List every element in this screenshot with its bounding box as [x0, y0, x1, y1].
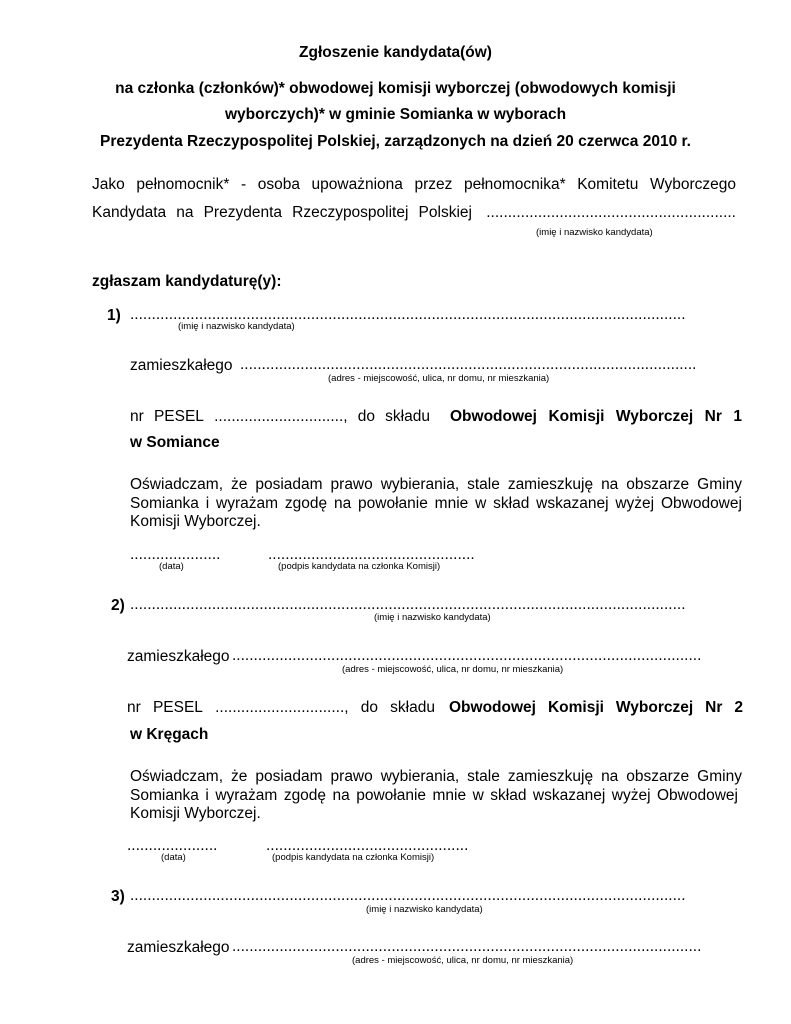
statement-line-2 [130, 495, 742, 513]
word: wyżej [615, 495, 655, 512]
candidate-number: 3) [111, 888, 125, 905]
word: Komitetu [577, 176, 639, 193]
word: Wyborczej [615, 408, 694, 425]
date-dots: ..................... [130, 546, 221, 563]
intro-line-1 [92, 176, 736, 194]
word: na [601, 476, 619, 493]
word: .............................., [214, 408, 348, 425]
word: - [240, 176, 247, 193]
word: Polskiej [418, 204, 472, 221]
intro-candidate-name-dots: .......................................................... [486, 204, 736, 221]
pesel-line [127, 699, 743, 717]
word: wyrażam [216, 495, 279, 512]
word: Oświadczam, [130, 476, 224, 493]
word: w [475, 495, 487, 512]
word: Nr [704, 408, 722, 425]
word: prawo [330, 768, 373, 785]
word: składu [385, 408, 430, 425]
candidate-number: 1) [107, 307, 121, 324]
word: 2 [734, 699, 743, 716]
candidate-number: 2) [111, 597, 125, 614]
word: pełnomocnika* [463, 176, 566, 193]
word: Wyborczego [649, 176, 736, 193]
statement-line-1 [130, 476, 742, 494]
document-title: Zgłoszenie kandydata(ów) [299, 44, 492, 61]
word: skład [490, 787, 527, 804]
word: wybierania, [380, 768, 460, 785]
address-label: zamieszkałego [127, 648, 230, 665]
date-caption: (data) [161, 852, 186, 863]
word: wybierania, [380, 476, 460, 493]
word: Gminy [697, 476, 742, 493]
pesel-text [130, 408, 430, 426]
statement-line-1 [130, 768, 742, 786]
candidate-name-dots: ................................................................................................................................. [130, 306, 686, 323]
word: nr [127, 699, 141, 716]
word: stale [467, 476, 500, 493]
statement-line-2 [130, 787, 738, 805]
word: Somianka [130, 495, 199, 512]
word: 1 [733, 408, 742, 425]
word: Jako [92, 176, 125, 193]
word: stale [467, 768, 500, 785]
signature-dots: ................................................ [268, 546, 475, 563]
signature-dots: ............................................... [266, 837, 469, 854]
word: .............................., [215, 699, 349, 716]
word: na [332, 787, 350, 804]
candidate-name-caption: (imię i nazwisko kandydata) [374, 612, 491, 623]
word: Obwodowej [660, 495, 742, 512]
word: na [176, 204, 194, 221]
word: składu [390, 699, 435, 716]
address-dots: ............................................................................................................. [232, 647, 702, 664]
word: wskazanej [536, 495, 609, 512]
intro-line-2 [92, 204, 736, 222]
word: Komisji [547, 699, 604, 716]
commission-name [450, 408, 742, 426]
word: Oświadczam, [130, 768, 224, 785]
word: Kandydata [92, 204, 167, 221]
word: że [231, 476, 248, 493]
statement-line-3: Komisji Wyborczej. [130, 513, 261, 530]
statement-line-3: Komisji Wyborczej. [130, 805, 261, 822]
zglaszam-heading: zgłaszam kandydaturę(y): [92, 273, 282, 290]
word: posiadam [255, 476, 323, 493]
word: pełnomocnik* [136, 176, 230, 193]
word: zgodę [284, 495, 328, 512]
signature-caption: (podpis kandydata na członka Komisji) [278, 561, 441, 572]
word: obszarze [626, 476, 690, 493]
word: mnie [434, 495, 469, 512]
word: Rzeczypospolitej [292, 204, 409, 221]
signature-caption: (podpis kandydata na członka Komisji) [272, 852, 435, 863]
address-caption: (adres - miejscowość, ulica, nr domu, nr mieszkania) [328, 373, 550, 384]
word: upoważniona [311, 176, 403, 193]
pesel-line [130, 408, 742, 426]
word: wyżej [611, 787, 651, 804]
word: Komisji [548, 408, 605, 425]
commission-location: w Somiance [130, 434, 220, 451]
word: Nr [705, 699, 723, 716]
word: Obwodowej [450, 408, 537, 425]
word: nr [130, 408, 144, 425]
word: na [601, 768, 619, 785]
word: skład [493, 495, 530, 512]
word: zgodę [283, 787, 327, 804]
address-label: zamieszkałego [127, 939, 230, 956]
word: osoba [257, 176, 300, 193]
word: mnie [432, 787, 467, 804]
date-dots: ..................... [127, 837, 218, 854]
word: Obwodowej [449, 699, 536, 716]
commission-location: w Kręgach [130, 726, 209, 743]
word: PESEL [152, 699, 203, 716]
address-dots: ............................................................................................................. [232, 938, 702, 955]
intro-candidate-caption: (imię i nazwisko kandydata) [536, 227, 653, 238]
word: i [205, 787, 209, 804]
address-caption: (adres - miejscowość, ulica, nr domu, nr mieszkania) [352, 955, 574, 966]
document-subtitle-line-2: wyborczych)* w gminie Somianka w wyborach [224, 106, 567, 123]
candidate-name-caption: (imię i nazwisko kandydata) [178, 321, 295, 332]
candidate-name-caption: (imię i nazwisko kandydata) [366, 904, 483, 915]
word: Obwodowej [657, 787, 738, 804]
document-subtitle-line-3: Prezydenta Rzeczypospolitej Polskiej, zarządzonych na dzień 20 czerwca 2010 r. [100, 133, 691, 150]
word: do [357, 408, 375, 425]
candidate-name-dots: ................................................................................................................................. [130, 887, 686, 904]
word: Gminy [697, 768, 742, 785]
word: Prezydenta [203, 204, 283, 221]
word: do [360, 699, 378, 716]
address-dots: .......................................................................................................... [240, 356, 697, 373]
word: prawo [330, 476, 373, 493]
candidate-name-dots: ................................................................................................................................. [130, 596, 686, 613]
word: powołanie [358, 495, 428, 512]
commission-name [449, 699, 743, 717]
pesel-text [127, 699, 435, 717]
word: wskazanej [532, 787, 606, 804]
word: w [472, 787, 484, 804]
address-caption: (adres - miejscowość, ulica, nr domu, nr mieszkania) [342, 664, 564, 675]
word: zamieszkuję [507, 476, 594, 493]
word: wyrażam [215, 787, 278, 804]
intro-line-2-text [92, 204, 472, 222]
date-caption: (data) [159, 561, 184, 572]
word: PESEL [153, 408, 204, 425]
word: Wyborczej [615, 699, 694, 716]
word: przez [414, 176, 453, 193]
word: zamieszkuję [507, 768, 594, 785]
word: posiadam [255, 768, 323, 785]
word: powołanie [356, 787, 427, 804]
word: na [333, 495, 352, 512]
address-label: zamieszkałego [130, 357, 233, 374]
word: i [205, 495, 210, 512]
word: obszarze [626, 768, 690, 785]
word: że [231, 768, 248, 785]
document-subtitle-line-1: na członka (członków)* obwodowej komisji wyborczej (obwodowych komisji [115, 80, 676, 97]
word: Somianka [130, 787, 199, 804]
